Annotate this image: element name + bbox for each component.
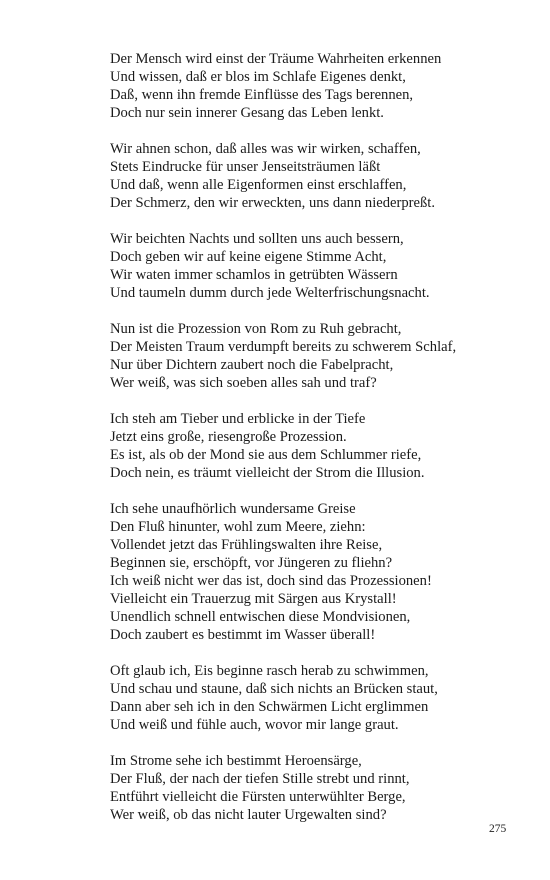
stanza-7 [110,662,530,734]
poem-line: Wer weiß, ob das nicht lauter Urgewalten sind? [110,807,387,823]
poem-line: Beginnen sie, erschöpft, vor Jüngeren zu fliehn? [110,555,393,571]
poem-line: Und taumeln dumm durch jede Welterfrischungsnacht. [110,285,430,301]
stanza-1 [110,50,530,122]
poem-line: Stets Eindrucke für unser Jenseitsträumen läßt [110,159,381,175]
poem-line: Und daß, wenn alle Eigenformen einst erschlaffen, [110,177,407,193]
poem-line: Nur über Dichtern zaubert noch die Fabelpracht, [110,357,394,373]
poem-line: Nun ist die Prozession von Rom zu Ruh gebracht, [110,321,402,337]
poem-line: Unendlich schnell entwischen diese Mondvisionen, [110,609,411,625]
poem-line: Und weiß und fühle auch, wovor mir lange graut. [110,717,399,733]
poem-line: Doch zaubert es bestimmt im Wasser überall! [110,627,376,643]
poem-line: Wir beichten Nachts und sollten uns auch bessern, [110,231,404,247]
stanza-2 [110,140,530,212]
poem-line: Entführt vielleicht die Fürsten unterwühlter Berge, [110,789,406,805]
poem-line: Doch nein, es träumt vielleicht der Strom die Illusion. [110,465,425,481]
poem-line: Ich sehe unaufhörlich wundersame Greise [110,501,356,517]
poem-line: Der Mensch wird einst der Träume Wahrheiten erkennen [110,51,442,67]
page-number: 275 [489,823,507,835]
stanza-5 [110,410,530,482]
poem-line: Jetzt eins große, riesengroße Prozession. [110,429,347,445]
poem-line: Der Fluß, der nach der tiefen Stille strebt und rinnt, [110,771,410,787]
poem-line: Der Schmerz, den wir erweckten, uns dann niederpreßt. [110,195,435,211]
poem-line: Daß, wenn ihn fremde Einflüsse des Tags berennen, [110,87,414,103]
poem-line: Doch geben wir auf keine eigene Stimme Acht, [110,249,387,265]
poem-line: Wer weiß, was sich soeben alles sah und traf? [110,375,377,391]
poem-line: Vielleicht ein Trauerzug mit Särgen aus Krystall! [110,591,397,607]
poem-line: Im Strome sehe ich bestimmt Heroensärge, [110,753,362,769]
poem-line: Ich weiß nicht wer das ist, doch sind das Prozessionen! [110,573,432,589]
poem-line: Wir waten immer schamlos in getrübten Wässern [110,267,398,283]
poem-line: Es ist, als ob der Mond sie aus dem Schlummer riefe, [110,447,422,463]
poem-line: Oft glaub ich, Eis beginne rasch herab zu schwimmen, [110,663,429,679]
stanza-3 [110,230,530,302]
poem-line: Wir ahnen schon, daß alles was wir wirken, schaffen, [110,141,421,157]
poem-line: Vollendet jetzt das Frühlingswalten ihre Reise, [110,537,383,553]
stanza-6 [110,500,530,644]
stanza-8 [110,752,530,824]
poem-line: Und schau und staune, daß sich nichts an Brücken staut, [110,681,438,697]
poem-line: Und wissen, daß er blos im Schlafe Eigenes denkt, [110,69,406,85]
poem-line: Den Fluß hinunter, wohl zum Meere, ziehn: [110,519,366,535]
poem-line: Der Meisten Traum verdumpft bereits zu schwerem Schlaf, [110,339,457,355]
poem [110,50,530,842]
stanza-4 [110,320,530,392]
poem-line: Doch nur sein innerer Gesang das Leben lenkt. [110,105,384,121]
poem-line: Ich steh am Tieber und erblicke in der Tiefe [110,411,366,427]
poem-line: Dann aber seh ich in den Schwärmen Licht erglimmen [110,699,429,715]
